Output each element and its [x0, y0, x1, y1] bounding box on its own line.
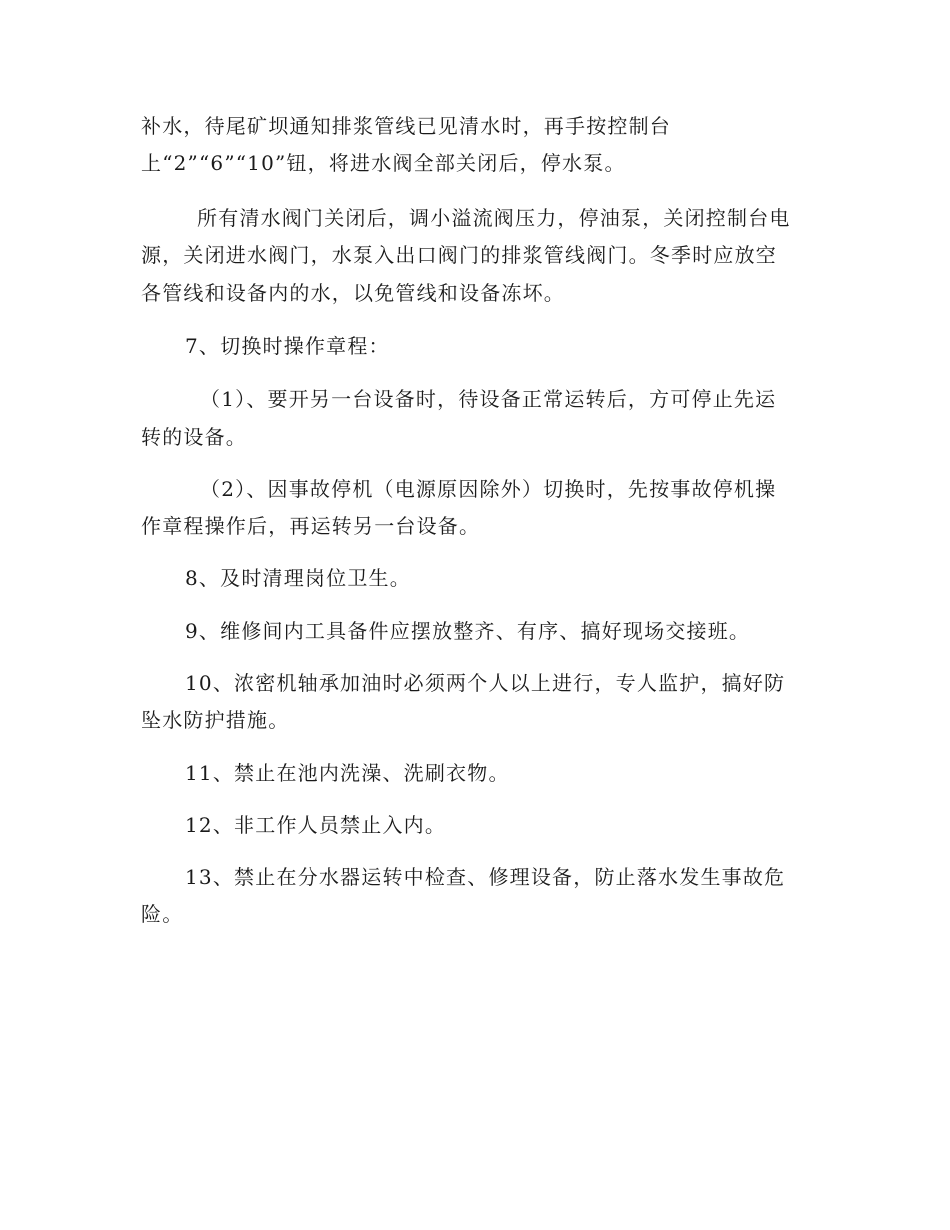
section-13-cont: 险。	[141, 902, 184, 926]
section-10-cont: 坠水防护措施。	[141, 708, 290, 732]
section-heading-7: 7、切换时操作章程：	[185, 334, 390, 358]
section-8: 8、及时清理岗位卫生。	[185, 566, 411, 590]
item-line-1: （1）、要开另一台设备时，待设备正常运转后，方可停止先运	[200, 387, 777, 411]
text-line-1: 补水，待尾矿坝通知排浆管线已见清水时，再手按控制台	[141, 114, 671, 138]
section-11: 11、禁止在池内洗澡、洗刷衣物。	[185, 761, 510, 785]
section-13: 13、禁止在分水器运转中检查、修理设备，防止落水发生事故危	[185, 865, 786, 889]
text-line-2: 上“2”“6”“10”钮，将进水阀全部关闭后，停水泵。	[141, 151, 626, 175]
item-line-1-cont: 转的设备。	[141, 425, 247, 449]
paragraph-start-line-3: 所有清水阀门关闭后，调小溢流阀压力，停油泵，关闭控制台电	[197, 206, 791, 230]
section-10: 10、浓密机轴承加油时必须两个人以上进行，专人监护，搞好防	[185, 671, 786, 695]
text-line-4: 源，关闭进水阀门，水泵入出口阀门的排浆管线阀门。冬季时应放空	[141, 243, 777, 267]
section-12: 12、非工作人员禁止入内。	[185, 813, 447, 837]
item-line-2-cont: 作章程操作后，再运转另一台设备。	[141, 514, 481, 538]
item-line-2: （2）、因事故停机（电源原因除外）切换时，先按事故停机操	[200, 477, 777, 501]
text-line-5: 各管线和设备内的水，以免管线和设备冻坏。	[141, 281, 565, 305]
section-9: 9、维修间内工具备件应摆放整齐、有序、搞好现场交接班。	[185, 619, 751, 643]
